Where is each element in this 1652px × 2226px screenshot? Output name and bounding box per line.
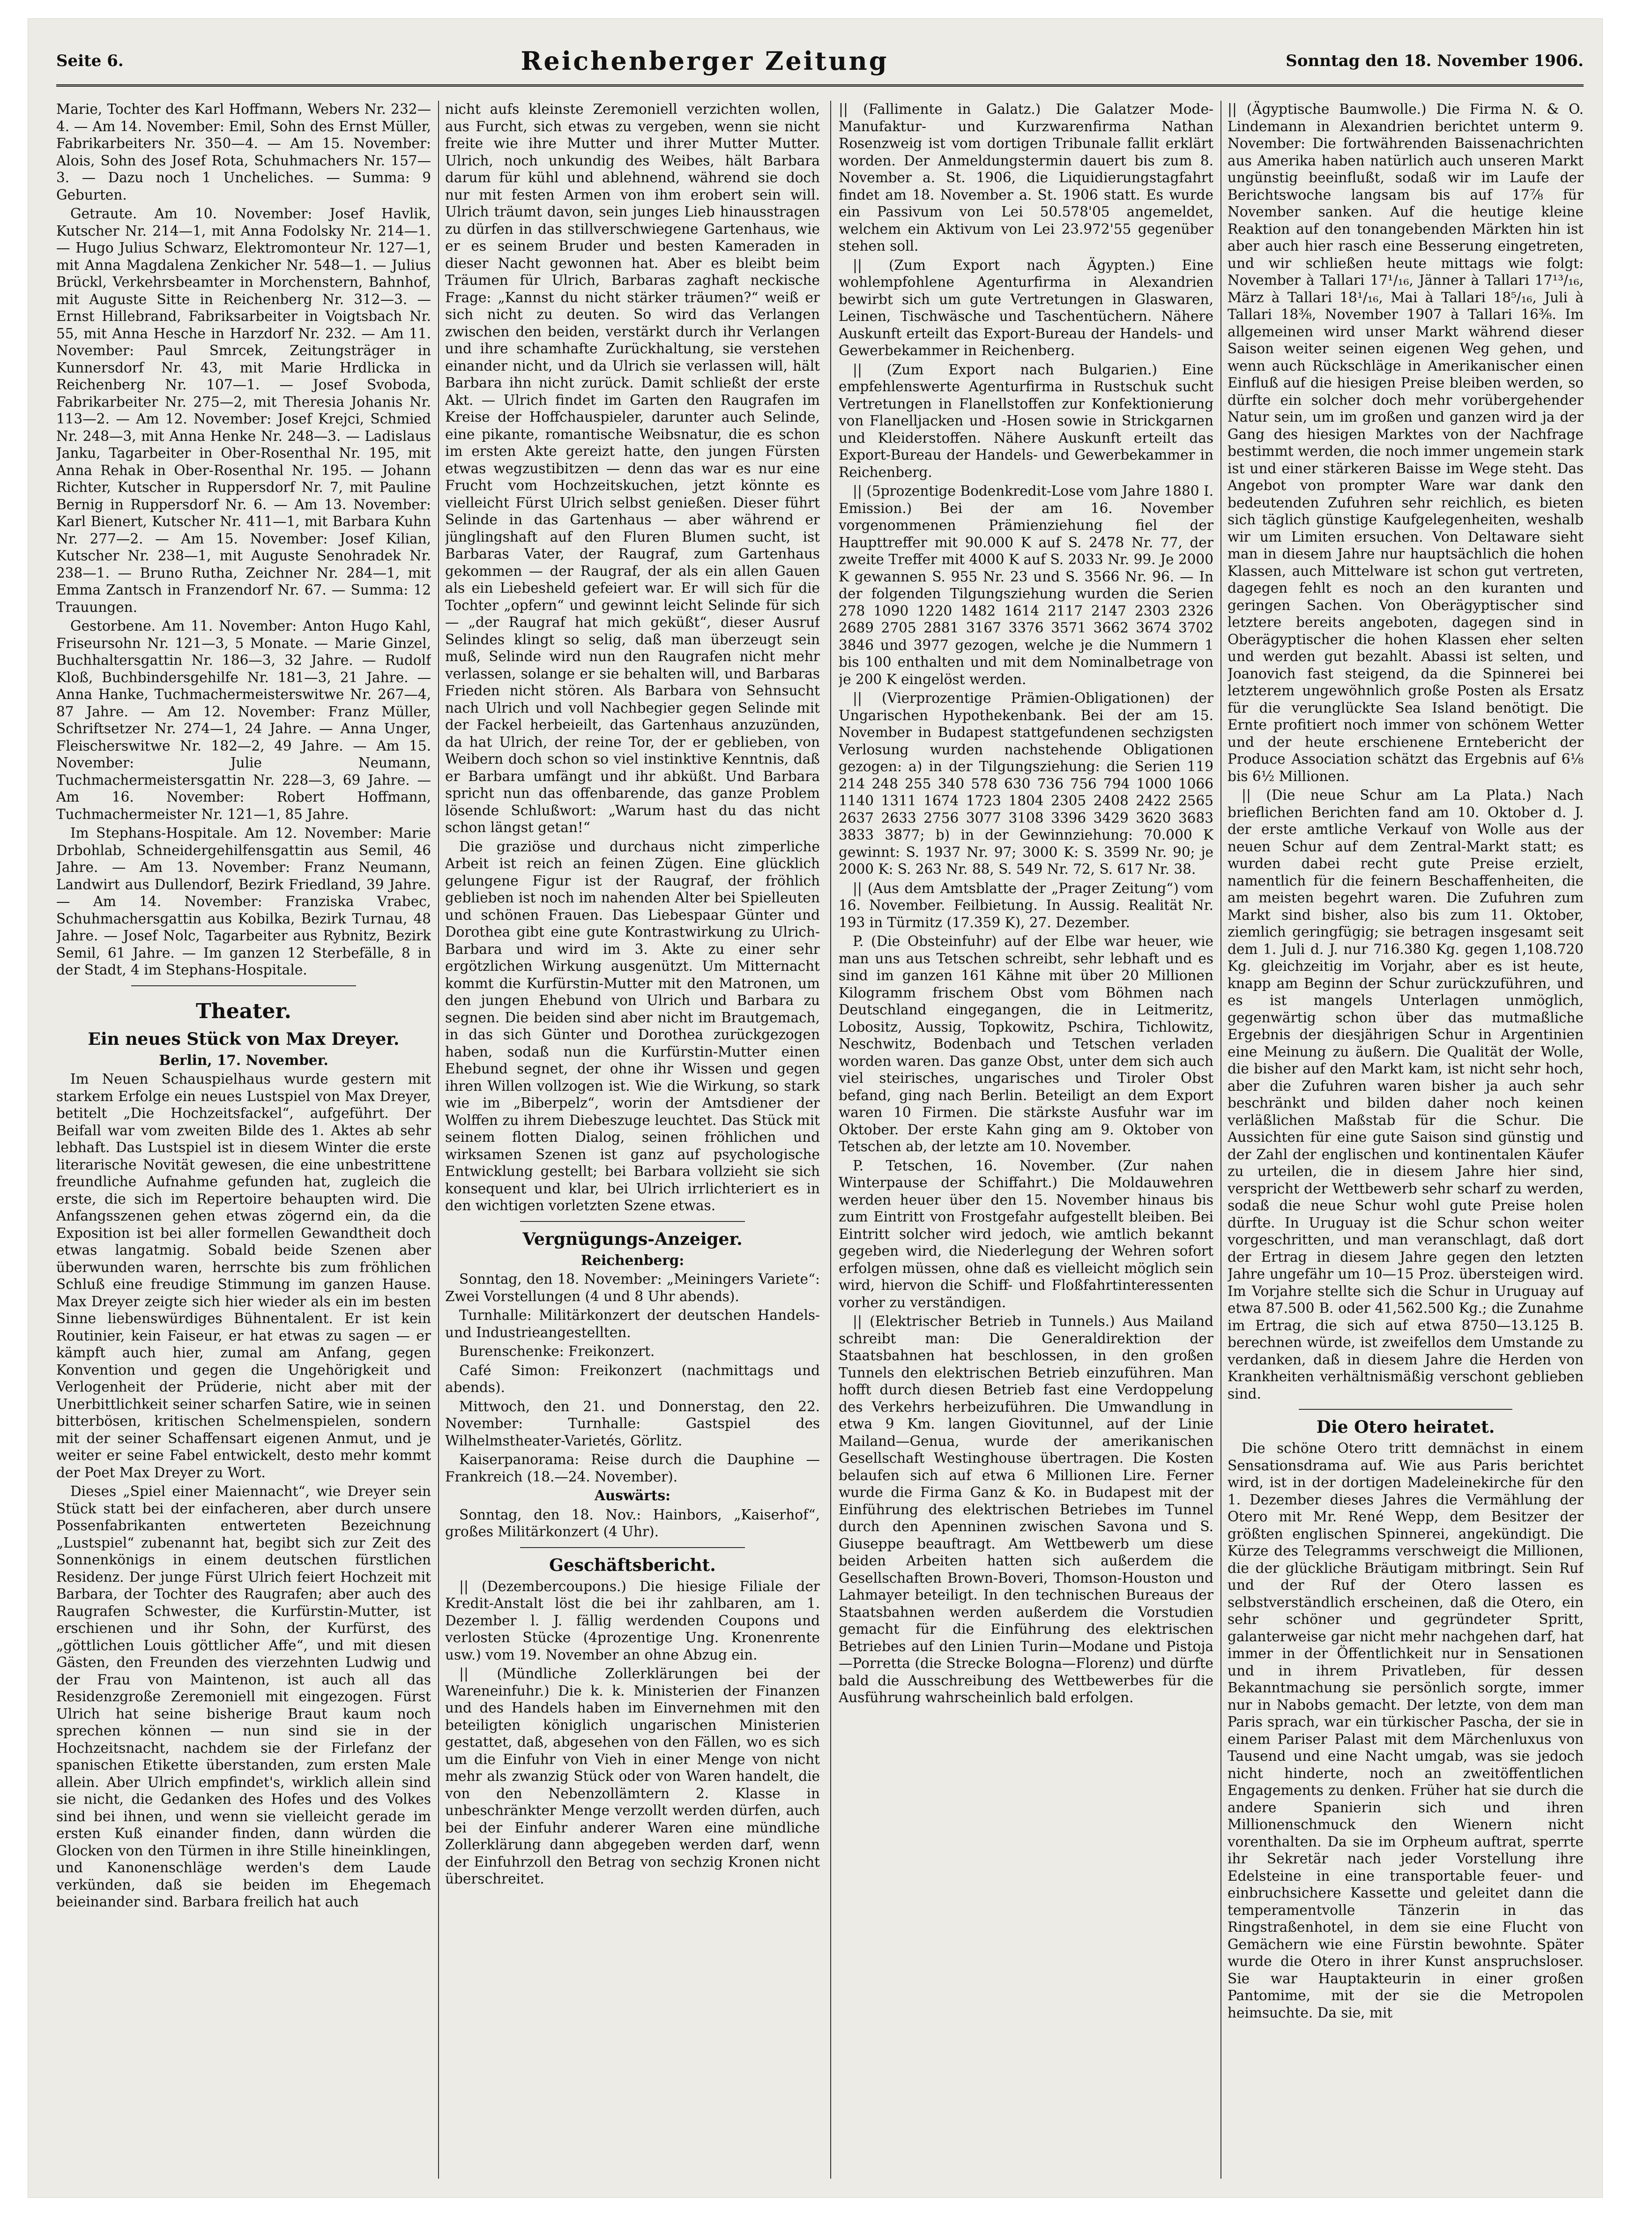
column-rule	[830, 101, 831, 2179]
dateline: Berlin, 17. November.	[159, 1051, 328, 1068]
article-heading-otero: Die Otero heiratet.	[1316, 1417, 1495, 1437]
deaths-paragraph: Gestorbene. Am 11. November: Anton Hugo Kahl, Friseursohn Nr. 121—3, 5 Monate. — Marie Ginzel, Buchhaltersgattin Nr. 186—3, 32 Jahre. — Rudolf Kloß, Buchbindersgehilfe Nr. 181—3, 21 Jahre. — Anna Hanke, Tuchmachermeisterswitwe Nr. 267—4, 87 Jahre. — Am 12. November: Franz Müller, Schriftsetzer Nr. 274—1, 24 Jahre. — Anna Unger, Fleischerswitwe Nr. 182—2, 49 Jahre. — Am 15. November: Julie Neumann, Tuchmachermeistersgattin Nr. 228—3, 69 Jahre. — Am 16. November: Robert Hoffmann, Tuchmachermeister Nr. 121—1, 85 Jahre.	[56, 618, 431, 822]
article-paragraph: Die schöne Otero tritt demnächst in einem Sensationsdrama auf. Wie aus Paris berichtet wird, ist in der dortigen Madeleinekirche für den 1. Dezember dieses Jahres die Vermählung der Otero mit Mr. René Wepp, dem Besitzer der größten englischen Spinnerei, angekündigt. Die Kürze des Telegramms verschweigt die Millionen, die der glückliche Bräutigam mitbringt. Sein Ruf und der Ruf der Otero lassen es selbstverständlich erscheinen, daß die Otero, ein sehr schöner und gegründeter Spritt, galanterweise gar nicht mehr nachgehen darf, hat immer in der Öffentlichkeit nur in Sensationen und in ihrem Privatleben, für dessen Bekanntmachung sie persönlich sorgte, immer nur in Nabobs gemacht. Der letzte, von dem man Paris sprach, war ein türkischer Pascha, der sie in einem Pariser Palast mit dem Märchenluxus von Tausend und eine Nacht umgab, was sie jedoch nicht hinderte, noch an zweitöffentlichen Engagements zu denken. Früher hat sie durch die andere Spanierin sich und ihren Millionenschmuck den Wienern nicht vorenthalten. Da sie im Orpheum auftrat, sperrte ihr Sekretär nach jeder Vorstellung ihre Edelsteine in eine transportable feuer- und einbruchsichere Kassette und geleitet dann die temperamentvolle Tänzerin in das Ringstraßenhotel, in dem sie eine Flucht von Gemächern wie eine Fürstin bewohnte. Später wurde die Otero in ihrer Kunst anspruchsloser. Sie war Hauptakteurin in einer großen Pantomime, mit der sie die Metropolen heimsuchte. Da sie, mit	[1228, 1440, 1584, 2021]
newspaper-page	[28, 19, 1602, 2197]
article-heading: Ein neues Stück von Max Dreyer.	[88, 1029, 400, 1049]
masthead	[56, 37, 1584, 87]
business-item: || (Fallimente in Galatz.) Die Galatzer Mode-Manufaktur- und Kurzwarenfirma Nathan Rosenzweig ist vom dortigen Tribunale fallit erklärt worden. Der Anmeldungstermin dauert bis zum 8. November a. St. 1906, die Liquidierungstagfahrt findet am 18. November a. St. 1906 statt. Es wurde ein Passivum von Lei 50.578'05 angemeldet, welchem ein Aktivum von Lei 23.972'55 gegenüber stehen soll.	[839, 101, 1213, 254]
business-item: P. Tetschen, 16. November. (Zur nahen Winterpause der Schiffahrt.) Die Moldauwehren werden heuer über den 15. November hinaus bis zum Eintritt von Frostgefahr aufgestellt bleiben. Bei Eintritt solcher wird jedoch, wie amtlich bekannt gegeben wird, die Niederlegung der Wehren sofort erfolgen müssen, ohne daß es vielleicht möglich sein wird, hiervon die Schiff- und Floßfahrtinteressenten vorher zu verständigen.	[839, 1157, 1213, 1310]
subheading-local: Reichenberg:	[580, 1251, 685, 1268]
article-paragraph: Dieses „Spiel einer Maiennacht“, wie Dreyer sein Stück statt bei der einfacheren, aber durch unsere Possenfabrikanten entwerteten Bezeichnung „Lustspiel“ zubenannt hat, begibt sich zur Zeit des Sonnenkönigs in einem deutschen fürstlichen Residenz. Der junge Fürst Ulrich feiert Hochzeit mit Barbara, der Tochter des Raugrafen; aber auch des Raugrafen Schwester, die Kurfürstin-Mutter, ist erschienen und ihr Sohn, der Kurfürst, des „göttlichen Louis göttlicher Affe“, und mit diesen Gästen, den Freunden des vierzehnten Ludwig und der Frau von Maintenon, ist auch all das Residenzgroße Zeremoniell mit eingezogen. Fürst Ulrich hat seine bisherige Braut kaum noch sprechen können — nun sind sie in der Hochzeitsnacht, nachdem sie der Firlefanz der spanischen Etikette überstanden, zum ersten Male allein. Aber Ulrich empfindet's, wirklich allein sind sie nicht, die Gedanken des Hofes und des Volkes sind bei ihnen, und wenn sie vielleicht gerade im ersten Kuß einander finden, dann würden die Glocken von den Türmen in ihre Stille hineinklingen, und Kanonenschläge werden's dem Laude verkünden, daß sie beiden im Ehegemach beieinander sind. Barbara freilich hat auch	[56, 1483, 431, 1910]
listing-item: Café Simon: Freikonzert (nachmittags und abends).	[445, 1362, 820, 1395]
business-item: || (Vierprozentige Prämien-Obligationen) der Ungarischen Hypothekenbank. Bei der am 15. November in Budapest stattgefundenen sechzigsten Verlosung wurden nachstehende Obligationen gezogen: a) in der Tilgungsziehung: die Serien 119 214 248 255 340 578 630 736 756 794 1000 1066 1140 1311 1674 1723 1804 2305 2408 2422 2565 2637 2633 2756 3077 3108 3396 3429 3620 3683 3833 3877; b) in der Gewinnziehung: 70.000 K gewinnt: S. 1937 Nr. 97; 3000 K: S. 3599 Nr. 90; je 2000 K: S. 263 Nr. 88, S. 549 Nr. 72, S. 617 Nr. 38.	[839, 690, 1213, 877]
business-item: || (Zum Export nach Bulgarien.) Eine empfehlenswerte Agenturfirma in Rustschuk sucht Vertretungen in Flanellstoffen zur Konfektionierung von Flanelljacken und -Hosen sowie in Strickgarnen und Kleiderstoffen. Nähere Auskunft erteilt das Export-Bureau der Handels- und Gewerbekammer in Reichenberg.	[839, 361, 1213, 480]
business-item: || (Ägyptische Baumwolle.) Die Firma N. & O. Lindemann in Alexandrien berichtet unterm 9. November: Die fortwährenden Baissenachrichten aus Amerika haben natürlich auch unseren Markt ungünstig beeinflußt, sodaß wir im Laufe der Berichtswoche langsam bis auf 17⅞ für November sanken. Auf die heutige kleine Reaktion auf den tonangebenden Märkten hin ist aber auch hier rasch eine Besserung eingetreten, und wir schließen heute mittags wie folgt: November à Tallari 17¹/₁₆, Jänner à Tallari 17¹³/₁₆, März à Tallari 18¹/₁₆, Mai à Tallari 18⁵/₁₆, Juli à Tallari 18⅜, November 1907 à Tallari 16⅜. Im allgemeinen wird unser Markt während dieser Saison weiter seinen eigenen Weg gehen, und wenn auch Rückschläge in Amerikanischer einen Einfluß auf die hiesigen Preise bleiben werden, so dürfte ein solcher doch mehr vorübergehender Natur sein, um im großen und ganzen wird ja der Gang des hiesigen Marktes von der Nachfrage bestimmt werden, die noch immer ungemein stark ist und einer stärkeren Baisse im Wege steht. Das Angebot von prompter Ware war dank den bedeutenden Zufuhren sehr reichlich, es bieten sich täglich günstige Kaufgelegenheiten, weshalb wir um Limiten ersuchen. Von Deltaware sieht man in diesem Jahre nur hauptsächlich die hohen Klassen, auch Mittelware ist schon gut vertreten, dagegen fehlt es noch an den kuranten und geringen Sachen. Von Oberägyptischer sind letztere bereits angeboten, dagegen sind in Oberägyptischer die hohen Klassen eher selten und werden gut bezahlt. Abassi ist selten, und Joanovich fast steigend, da die Spinnerei bei letzterem ungewöhnlich große Posten als Ersatz für die verunglückte Sea Island benötigt. Die Ernte profitiert noch immer von schönem Wetter und der heute erschienene Erntebericht der Produce Association schätzt das Ergebnis auf 6⅛ bis 6½ Millionen.	[1228, 101, 1584, 784]
column-4	[1228, 101, 1584, 2179]
hospital-paragraph: Im Stephans-Hospitale. Am 12. November: Marie Drbohlab, Schneidergehilfensgattin aus Semil, 46 Jahre. — Am 13. November: Franz Neumann, Landwirt aus Dullendorf, Bezirk Friedland, 39 Jahre. — Am 14. November: Franziska Vrabec, Schuhmachersgattin aus Kobilka, Bezirk Turnau, 48 Jahre. — Josef Nolc, Tagarbeiter aus Rybnitz, Bezirk Semil, 61 Jahre. — Im ganzen 12 Sterbefälle, 8 in der Stadt, 4 im Stephans-Hospitale.	[56, 825, 431, 978]
business-item: || (Die neue Schur am La Plata.) Nach brieflichen Berichten fand am 10. Oktober d. J. der erste amtliche Verkauf von Wolle aus der neuen Schur auf dem Zentral-Markt statt; es wurden dabei recht gute Preise erzielt, namentlich für die feinern Beschaffenheiten, die am meisten begehrt waren. Die Zufuhren zum Markt sind bisher, also bis zum 11. Oktober, ziemlich geringfügig; sie betragen insgesamt seit dem 1. Juli d. J. nur 716.380 Kg. gegen 1,108.720 Kg. gleichzeitig im Vorjahr, aber es ist heute, knapp am Beginn der Schur zurückzuführen, und es ist mangels Unterlagen unmöglich, gegenwärtig schon über das mutmaßliche Ergebnis der diesjährigen Schur in Argentinien eine Meinung zu äußern. Die Qualität der Wolle, die bisher auf den Markt kam, ist nicht sehr hoch, aber die Zufuhren waren bisher ja auch sehr beschränkt und bilden daher noch keinen verläßlichen Maßstab für die Schur. Die Aussichten für eine gute Saison sind günstig und der Zahl der englischen und kontinentalen Käufer zu urteilen, die in diesem Jahre hier sind, verspricht der Wettbewerb sehr scharf zu werden, sodaß die neue Schur wohl gute Preise holen dürfte. In Uruguay ist die Schur schon weiter vorgeschritten, und man veranschlagt, daß dort der Ertrag in diesem Jahre gegen den letzten Jahre ungefähr um 10—15 Proz. übersteigen wird. Im Vorjahre stellte sich die Schur in Uruguay auf etwa 87.500 B. oder 41,562.500 Kg.; die Zunahme im Ertrag, die sich auf etwa 8750—13.125 B. berechnen würde, ist zweifellos dem Umstande zu verdanken, daß in diesem Jahre die Herden von Krankheiten verhältnismäßig verschont geblieben sind.	[1228, 787, 1584, 1402]
business-item: || (Aus dem Amtsblatte der „Prager Zeitung“) vom 16. November. Feilbietung. In Aussig. Realität Nr. 193 in Türmitz (17.359 K), 27. Dezember.	[839, 880, 1213, 931]
listing-item: Turnhalle: Militärkonzert der deutschen Handels- und Industrieangestellten.	[445, 1307, 820, 1340]
divider	[131, 985, 356, 986]
listing-item: Sonntag, den 18. Nov.: Hainbors, „Kaiserhof“, großes Militärkonzert (4 Uhr).	[445, 1506, 820, 1540]
article-paragraph: Im Neuen Schauspielhaus wurde gestern mit starkem Erfolge ein neues Lustspiel von Max Dreyer, betitelt „Die Hochzeitsfackel“, aufgeführt. Der Beifall war vom zweiten Bilde des 1. Aktes ab sehr lebhaft. Das Lustspiel ist in diesem Winter die erste literarische Novität gewesen, die eine unbestrittene freundliche Aufnahme gefunden hat, zugleich die erste, die sich im Repertoire behaupten wird. Die Anfangsszenen gehen etwas zögernd ein, da die Exposition ist bei aller formellen Gewandtheit doch etwas langatmig. Sobald beide Szenen aber überwunden waren, herrschte bis zum fröhlichen Schluß eine freudige Stimmung im ganzen Hause. Max Dreyer zeigte sich hier wieder als ein im besten Sinne liebenswürdiges Bühnentalent. Er ist kein Routinier, kein Faiseur, er hat etwas zu sagen — er kämpft auch hier, zumal am Anfang, gegen Konvention und gegen die Ungehörigkeit und Verlogenheit der Prüderie, nicht aber mit der Unerbittlichkeit seiner scharfen Satire, wie in seinen bitterbösen, kritischen Schelmenspielen, sondern mit der seiner Schaffensart eigenen Anmut, und je weiter er seine Fabel entwickelt, desto mehr kommt der Poet Max Dreyer zu Wort.	[56, 1071, 431, 1481]
section-heading-business: Geschäftsbericht.	[549, 1555, 716, 1575]
births-paragraph: Marie, Tochter des Karl Hoffmann, Webers Nr. 232—4. — Am 14. November: Emil, Sohn des Ernst Müller, Fabrikarbeiters Nr. 350—4. — Am 15. November: Alois, Sohn des Josef Rota, Schuhmachers Nr. 157—3. — Dazu noch 1 Uncheliches. — Summa: 9 Geburten.	[56, 101, 431, 203]
listing-item: Sonntag, den 18. November: „Meiningers Variete“: Zwei Vorstellungen (4 und 8 Uhr abends).	[445, 1271, 820, 1304]
marriages-paragraph: Getraute. Am 10. November: Josef Havlik, Kutscher Nr. 214—1, mit Anna Fodolsky Nr. 214—1. — Hugo Julius Schwarz, Elektromonteur Nr. 127—1, mit Anna Magdalena Zenkicher Nr. 548—1. — Julius Brückl, Verkehrsbeamter in Morchenstern, Bahnhof, mit Auguste Sitte in Reichenberg Nr. 312—3. — Ernst Hillebrand, Fabriksarbeiter in Voigtsbach Nr. 55, mit Anna Hesche in Harzdorf Nr. 232. — Am 11. November: Paul Smrcek, Zeitungsträger in Kunnersdorf Nr. 43, mit Marie Hrdlicka in Reichenberg Nr. 107—1. — Josef Svoboda, Fabrikarbeiter Nr. 275—2, mit Theresia Johanis Nr. 113—2. — Am 12. November: Josef Krejci, Schmied Nr. 248—3, mit Anna Henke Nr. 248—3. — Ladislaus Janku, Tagarbeiter in Ober-Rosenthal Nr. 195, mit Anna Rehak in Ober-Rosenthal Nr. 195. — Johann Richter, Kutscher in Ruppersdorf Nr. 7, mit Pauline Bernig in Ruppersdorf Nr. 6. — Am 13. November: Karl Bienert, Kutscher Nr. 411—1, mit Barbara Kuhn Nr. 277—2. — Am 15. November: Josef Kilian, Kutscher Nr. 238—1, mit Auguste Senohradek Nr. 238—1. — Bruno Rutha, Zeichner Nr. 284—1, mit Emma Zantsch in Franzendorf Nr. 67. — Summa: 12 Trauungen.	[56, 206, 431, 615]
business-item: || (Elektrischer Betrieb in Tunnels.) Aus Mailand schreibt man: Die Generaldirektion der Staatsbahnen hat beschlossen, in den großen Tunnels den elektrischen Betrieb einzuführen. Man hofft durch diesen Betrieb fast eine Verdoppelung des Verkehrs herbeizuführen. Die Umwandlung in etwa 9 Km. langen Giovitunnel, auf der Linie Mailand—Genua, wurde der amerikanischen Gesellschaft Westinghouse übertragen. Die Kosten belaufen sich auf etwa 6 Millionen Lire. Ferner wurde die Firma Ganz & Ko. in Budapest mit der Einführung des elektrischen Betriebes im Tunnel durch den Apenninen zwischen Savona und S. Giuseppe beauftragt. Am Wettbewerb um diese beiden Arbeiten hatten sich außerdem die Gesellschaften Brown-Boveri, Thomson-Houston und Lahmayer beteiligt. In den technischen Bureaus der Staatsbahnen werden außerdem die Vorstudien gemacht für die Einführung des elektrischen Betriebes auf den Linien Turin—Modane und Pistoja—Porretta (die Strecke Bologna—Florenz) und dürfte bald die Ausschreibung des Wettbewerbes für die Ausführung wahrscheinlich bald erfolgen.	[839, 1313, 1213, 1705]
divider	[520, 1547, 745, 1548]
business-item: || (Zum Export nach Ägypten.) Eine wohlempfohlene Agenturfirma in Alexandrien bewirbt sich um gute Vertretungen in Glaswaren, Leinen, Tischwäsche und Taschentüchern. Nähere Auskunft erteilt das Export-Bureau der Handels- und Gewerbekammer in Reichenberg.	[839, 257, 1213, 358]
column-1	[56, 101, 431, 2179]
article-paragraph: Die graziöse und durchaus nicht zimperliche Arbeit ist reich an feinen Zügen. Eine glücklich gelungene Figur ist der Raugraf, der fröhlich geblieben ist noch im nahenden Alter bei Spielleuten und schönen Frauen. Das Liebespaar Günter und Dorothea gibt eine gute Kontrastwirkung zu Ulrich-Barbara und wird im 3. Akte zu einer sehr ergötzlichen Wirkung ausgenützt. Um Mitternacht kommt die Kurfürstin-Mutter mit den Matronen, um den jungen Ehebund von Ulrich und Barbara zu segnen. Die beiden sind aber nicht im Brautgemach, in das sich Günter und Dorothea zurückgezogen haben, sodaß nun die Kurfürstin-Mutter einen Ehebund segnet, der ohne ihr Wissen und gegen ihren Willen vollzogen ist. Wie die Wirkung, so stark wie im „Biberpelz“, worin der Amtsdiener der Wolffen zu ihrem Diebeszuge leuchtet. Das Stück mit seinem flotten Dialog, seinen fröhlichen und wirksamen Szenen ist ganz auf psychologische Entwicklung gestellt; bei Barbara vollzieht sie sich konsequent und klar, bei Ulrich irrlichteriert es in den wichtigen vorletzten Szene etwas.	[445, 838, 820, 1214]
column-rule	[438, 101, 439, 2179]
column-3	[839, 101, 1213, 2179]
column-rule	[1220, 101, 1221, 2179]
page-number: Seite 6.	[56, 52, 124, 70]
divider	[520, 1221, 745, 1222]
business-item: || (Dezembercoupons.) Die hiesige Filiale der Kredit-Anstalt löst die bei ihr zahlbaren, am 1. Dezember l. J. fällig werdenden Coupons und verlosten Stücke (4prozentige Ung. Kronenrente usw.) vom 19. November an ohne Abzug ein.	[445, 1578, 820, 1663]
newspaper-title: Reichenberger Zeitung	[521, 46, 889, 76]
article-paragraph: nicht aufs kleinste Zeremoniell verzichten wollen, aus Furcht, sich etwas zu vergeben, wenn sie nicht freite wie ihre Mutter und ihrer Mutter Mutter. Ulrich, noch unkundig des Weibes, hält Barbara darum für kühl und ablehnend, während sie doch nur mit festen Armen von ihm erobert sein will. Ulrich träumt davon, sein junges Lieb hinausstragen zu dürfen in das stillverschwiegene Gartenhaus, wie er es seinem Bruder und besten Kameraden in dieser Nacht gewonnen hat. Aber es bleibt beim Träumen für Ulrich, Barbaras zaghaft neckische Frage: „Kannst du nicht stärker träumen?“ weiß er sich nicht zu deuten. So wird das Verlangen zwischen den beiden, verstärkt durch ihr Verlangen und ihre schamhafte Zurückhaltung, sie verstehen einander nicht, und da Ulrich sie verlassen will, hält Barbara ihn nicht zurück. Damit schließt der erste Akt. — Ulrich findet im Garten den Raugrafen im Kreise der Hoffchauspieler, darunter auch Selinde, eine pikante, romantische Weibsnatur, die es schon im ersten Akte gereizt hatte, den jungen Fürsten etwas wegzustibitzen — denn das war es nur eine Frucht vom Hochzeitskuchen, jetzt könnte es vielleicht Fürst Ulrich selbst genießen. Dieser führt Selinde in das Gartenhaus — aber während er jünglingshaft auf den Fluren Blumen sucht, ist Barbaras Vater, der Raugraf, zum Gartenhaus gekommen — der Raugraf, der als ein allen Gauen als ein Liebesheld gefeiert war. Er will sich für die Tochter „opfern“ und gewinnt leicht Selinde für sich — „der Raugraf hat mich geküßt“, dieser Ausruf Selindes klingt so selig, daß man überzeugt sein muß, Selinde wird nun den Raugrafen nicht mehr verlassen, solange er sie behalten will, und Barbaras Frieden nicht stören. Als Barbara von Sehnsucht nach Ulrich und voll Nachbegier gegen Selinde mit der Fackel herbeieilt, das Gartenhaus anzuzünden, da hat Ulrich, der reine Tor, der er geblieben, von Weibern doch schon so viel instinktive Kenntnis, daß er Barbara umfängt und ihr abküßt. Und Barbara spricht nun das offenbarende, das ganze Problem lösende Schlußwort: „Warum hast du das nicht schon längst getan!“	[445, 101, 820, 835]
subheading-elsewhere: Auswärts:	[594, 1487, 671, 1504]
listing-item: Burenschenke: Freikonzert.	[459, 1343, 655, 1359]
section-heading-theater: Theater.	[195, 999, 291, 1023]
business-item: || (5prozentige Bodenkredit-Lose vom Jahre 1880 I. Emission.) Bei der am 16. November vorgenommenen Prämienziehung fiel der Haupttreffer mit 90.000 K auf S. 2478 Nr. 77, der zweite Treffer mit 4000 K auf S. 2033 Nr. 99. Je 2000 K gewannen S. 955 Nr. 23 und S. 3566 Nr. 96. — In der folgenden Tilgungsziehung wurden die Serien 278 1090 1220 1482 1614 2117 2147 2303 2326 2689 2705 2881 3167 3376 3571 3662 3674 3702 3846 und 3977 gezogen, welche je die Nummern 1 bis 100 enthalten und mit dem Nominalbetrage von je 200 K eingelöst werden.	[839, 483, 1213, 687]
business-item: P. (Die Obsteinfuhr) auf der Elbe war heuer, wie man uns aus Tetschen schreibt, sehr lebhaft und es sind im ganzen 161 Kähne mit über 20 Millionen Kilogramm frischem Obst vom Böhmen nach Deutschland eingegangen, die in Leitmeritz, Lobositz, Aussig, Topkowitz, Pschira, Tichlowitz, Neschwitz, Bodenbach und Tetschen verladen worden waren. Das ganze Obst, unter dem sich auch viel steirisches, ungarisches und Tiroler Obst befand, ging nach Berlin. Beteiligt an dem Export waren 10 Firmen. Die stärkste Ausfuhr war im Oktober. Der erste Kahn ging am 9. Oktober von Tetschen ab, der letzte am 10. November.	[839, 933, 1213, 1154]
column-2	[445, 101, 820, 2179]
listing-item: Kaiserpanorama: Reise durch die Dauphine — Frankreich (18.—24. November).	[445, 1452, 820, 1485]
business-item: || (Mündliche Zollerklärungen bei der Wareneinfuhr.) Die k. k. Ministerien der Finanzen und des Handels haben im Einvernehmen mit den beteiligten königlich ungarischen Ministerien gestattet, daß, abgesehen von den Fällen, wo es sich um die Einfuhr von Vieh in einer Menge von nicht mehr als zwanzig Stück oder von Waren handelt, die von den Nebenzollämtern 2. Klasse in unbeschränkter Menge verzollt werden dürfen, auch bei der Einfuhr anderer Waren eine mündliche Zollerklärung dann abgegeben werden darf, wenn der Einfuhrzoll den Betrag von sechzig Kronen nicht überschreitet.	[445, 1666, 820, 1887]
divider	[1299, 1409, 1512, 1410]
listing-item: Mittwoch, den 21. und Donnerstag, den 22. November: Turnhalle: Gastspiel des Wilhelmstheater-Varietés, Görlitz.	[445, 1398, 820, 1449]
section-heading-entertainment: Vergnügungs-Anzeiger.	[522, 1229, 743, 1249]
issue-date: Sonntag den 18. November 1906.	[1286, 52, 1584, 70]
